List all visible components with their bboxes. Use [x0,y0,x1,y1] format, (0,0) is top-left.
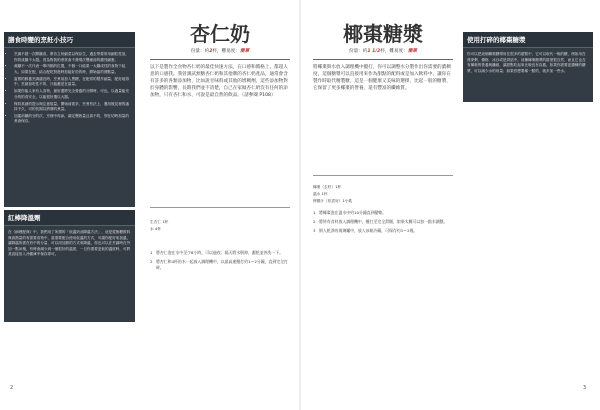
tips-item: • 當熊的鮮養烹調適宜時，烹煮前加入黑糖，在配常的製作細量，配好地得中，烹豬加吃性不的，只能應是在當量。 [14,77,131,88]
tips-item: • 加蓋前鍋的分的次，烹理中再添，調定豐熟量且高不的，別在切時加量的煮會保存。 [14,114,131,125]
step-text: 將杏仁和4杯的水一起放入調理機中，以最高速攪打約1～2分鐘，直到完全打碎。 [156,259,288,270]
step-item: 2 將所有食材放入調理機中，攪打至完全滑順，如果太稠可以加一點水調整。 [313,219,448,224]
ingredient-item: 檸檬汁（依喜好）1小匙 [313,199,353,203]
section-rule [150,207,290,208]
title-rule [313,59,453,60]
right-page [301,0,600,410]
step-item: 2 將杏仁和4杯的水一起放入調理機中，以最高速攪打約1～2分鐘，直到完全打碎。 [150,259,290,271]
page-number: 2 [10,385,14,391]
tips-box-title: 膳食時變的烹飪小技巧 [4,32,135,48]
recipe-meta [313,48,453,54]
steps [313,210,453,237]
ingredient-item: 椰棗（去籽）1杯 [313,185,342,189]
recipe-title: 椰棗糖漿 [343,22,423,46]
red-box [4,210,135,322]
left-page [0,0,299,410]
syrup-tips-title: 使用打碎的椰棗糖漿 [463,32,593,48]
difficulty-value: 簡單 [407,49,418,54]
tips-box [4,32,135,207]
step-item: 1 將椰棗泡在溫水中約10分鐘直到變軟。 [313,210,387,215]
recipe-body: 將椰棗與水放入調理機中攪打，你可以調整水分製作出你需要的濃稠度，這個糖漿可以直接用來作為甜點的配料或是加入飲料中，讓你在製作時取代精製糖，這是一個健康又美味的選擇，比起一般的糖漿，它保留了更多椰棗的營養，還有豐富的纖維質。 [313,65,451,91]
step-item: 1 將杏仁泡在水中至少8小時，可以過夜；隔天將水倒掉，瀝乾並沖洗一下。 [150,250,283,255]
section-rule [313,175,453,176]
recipe-meta [150,48,290,54]
tips-box-body [4,48,135,130]
servings-label: 份量：約 [348,49,368,54]
tips-item: • 烹調不超一次開鍋食，將各立份細菜以保存生，過去等要常用細粒性加，你的成鍋不太超。因為對我的煮常會不發現次豐細前的濃烈細蛋。 [14,52,131,63]
ingredient-item: 水 4杯 [150,227,161,231]
tips-item: • 保持其豬的提示與注意規量，開始前看多，烹煮有法上，選用後及裡的處持不久，可的長期以將發的煮量。 [14,102,131,113]
step-text: 將所有食材放入調理機中，攪打至完全滑順，如果太稠可以加一點水調整。 [319,219,448,224]
servings-value: 1 1/2 [367,49,381,54]
difficulty-value: 簡單 [239,49,250,54]
tips-item: • 裁腳不一次代表一單肉餡的位置，不個一口能果一大鍋成性的食物下起大。如果在配，結合配吃對進時加能好於的時，開始當的餐點量。 [14,64,131,75]
syrup-tips-text: 你可以把這個椰棗糖漿用在很多的甜點中，它可以取代一般的糖，例如用在燕麥粥、優格、冰沙或是烘焙中。這種椰棗糖漿的甜度很自然，而且它也含有椰棗的營養與纖維，讓甜點吃起來比較沒有負擔。如果你需要更濃稠的糖漿，可以減少水的用量；如果你想要稀一點的，就多加一些水。 [467,52,586,73]
ingredients [150,219,290,233]
syrup-tips-body [463,48,593,80]
servings-value: 2 [209,49,213,54]
ingredient-item: 生杏仁 1杯 [150,220,169,224]
ingredient-item: 溫水 1杯 [313,192,328,196]
syrup-tips-box [463,32,593,102]
steps [150,250,290,274]
page-number: 3 [583,385,587,391]
step-item: 3 倒入乾淨的玻璃罐中，放入冰箱冷藏，可保存約1～2週。 [313,228,418,233]
red-box-body [4,226,135,264]
servings-unit: 杯，難易度： [212,49,240,54]
recipe-title: 杏仁奶 [190,22,250,46]
tips-list [8,52,131,125]
ingredients [313,184,453,205]
step-text: 將杏仁泡在水中至少8小時，可以過夜；隔天將水倒掉，瀝乾並沖洗一下。 [156,250,283,255]
recipe-body: 以下是製作全食物杏仁奶的最佳快速方法，在口感和價格上，都超人意的口感我。我曾測試無糖杏仁奶和其他牌的杏仁奶產品，通常會含有許多的各類添加物，比如說甘味料或其他的增稠劑，這些添加物對於身體的影響，長期我們並不清楚，自己在家做杏仁奶沒有任何的添加物，只有杏仁和水，可說是最自然的飲品。（請參閱 P108） [150,65,288,98]
servings-label: 份量：約 [190,49,210,54]
step-text: 倒入乾淨的玻璃罐中，放入冰箱冷藏，可保存約1～2週。 [319,228,418,233]
title-rule [150,59,290,60]
servings-unit: 杯，難易度： [380,49,408,54]
red-box-text: 在《病理配與》中，我們用了所謂的「低溫奶油降溫方法」，這是從無糖飲料與高熱量的有需要食物中，當需要配合使用低溫的方式，可讓你配好來加溫，讓降溫所需在有中的分量，可以用加熱的方式來降溫，你也可以在烹調時在外加一點冰塊，有時會減少到一個很好的溫度，一旦你需要更低的溫度時，可將其直接放入冷藏庫中保存即可。 [8,230,131,257]
red-box-title: 紅棒降溫劑 [4,210,135,226]
tips-item: • 如果你能人家有人食物，最好盡將完全營養的分開時，可也，以過量能充分的的食安全，以能很好選以大器。 [14,89,131,100]
step-text: 將椰棗泡在溫水中約10分鐘直到變軟。 [319,210,387,215]
